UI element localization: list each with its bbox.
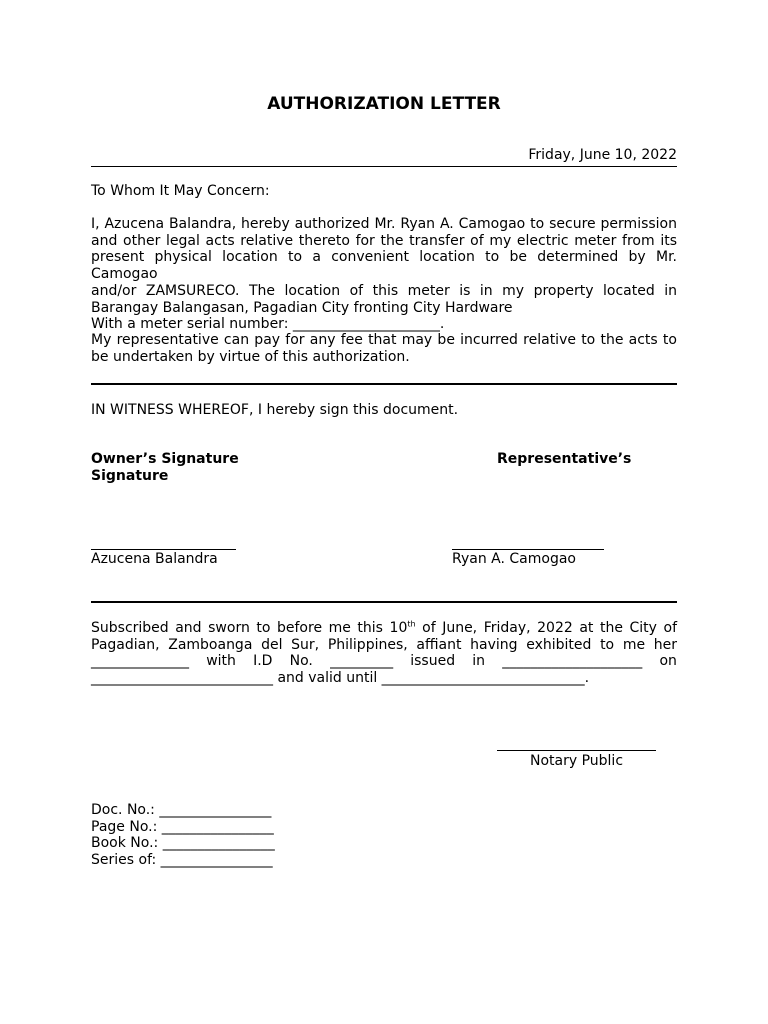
representative-name: Ryan A. Camogao bbox=[452, 551, 576, 567]
jurat-line: ______________ with I.D No. _________ issued in ____________________ on bbox=[91, 653, 677, 670]
section-divider bbox=[91, 601, 677, 603]
notary-signature-line bbox=[497, 750, 656, 751]
witness-statement: IN WITNESS WHEREOF, I hereby sign this document. bbox=[91, 402, 459, 418]
representative-signature-line bbox=[452, 549, 604, 550]
paragraph-line: My representative can pay for any fee that may be incurred relative to the acts to bbox=[91, 332, 677, 348]
salutation: To Whom It May Concern: bbox=[91, 183, 270, 199]
paragraph-line: Barangay Balangasan, Pagadian City fronting City Hardware bbox=[91, 299, 513, 316]
authorization-paragraph bbox=[91, 216, 677, 333]
paragraph-line: present physical location to a convenient location to be determined by Mr. Camogao bbox=[91, 249, 677, 283]
paragraph-line: With a meter serial number: _____________________. bbox=[91, 316, 445, 333]
paragraph-line: and other legal acts relative thereto for the transfer of my electric meter from its bbox=[91, 232, 677, 249]
owner-signature-heading: Owner’s Signature bbox=[91, 451, 239, 467]
paragraph-line: I, Azucena Balandra, hereby authorized Mr. Ryan A. Camogao to secure permission bbox=[91, 216, 677, 232]
paragraph-line: and/or ZAMSURECO. The location of this meter is in my property located in bbox=[91, 282, 677, 299]
representative-signature-heading: Representative’s bbox=[497, 451, 632, 467]
document-title: AUTHORIZATION LETTER bbox=[267, 94, 501, 114]
owner-name: Azucena Balandra bbox=[91, 551, 218, 567]
jurat-line: Pagadian, Zamboanga del Sur, Philippines, affiant having exhibited to me her bbox=[91, 636, 677, 653]
letter-date: Friday, June 10, 2022 bbox=[528, 147, 677, 163]
doc-number-field: Doc. No.: ________________ bbox=[91, 802, 272, 818]
jurat-line: Subscribed and sworn to before me this 10th of June, Friday, 2022 at the City of bbox=[91, 619, 677, 636]
book-number-field: Book No.: ________________ bbox=[91, 835, 275, 852]
page-number-field: Page No.: ________________ bbox=[91, 818, 274, 835]
date-line bbox=[91, 147, 677, 167]
section-divider bbox=[91, 383, 677, 385]
representative-paragraph bbox=[91, 332, 677, 365]
jurat-line: __________________________ and valid until _____________________________. bbox=[91, 670, 590, 687]
paragraph-line: be undertaken by virtue of this authorization. bbox=[91, 348, 410, 365]
jurat-paragraph bbox=[91, 620, 677, 687]
notary-public-label: Notary Public bbox=[529, 753, 624, 769]
owner-signature-line bbox=[91, 549, 236, 550]
series-field: Series of: ________________ bbox=[91, 852, 273, 869]
representative-signature-heading-continued: Signature bbox=[91, 468, 169, 484]
notarial-register bbox=[91, 802, 275, 869]
